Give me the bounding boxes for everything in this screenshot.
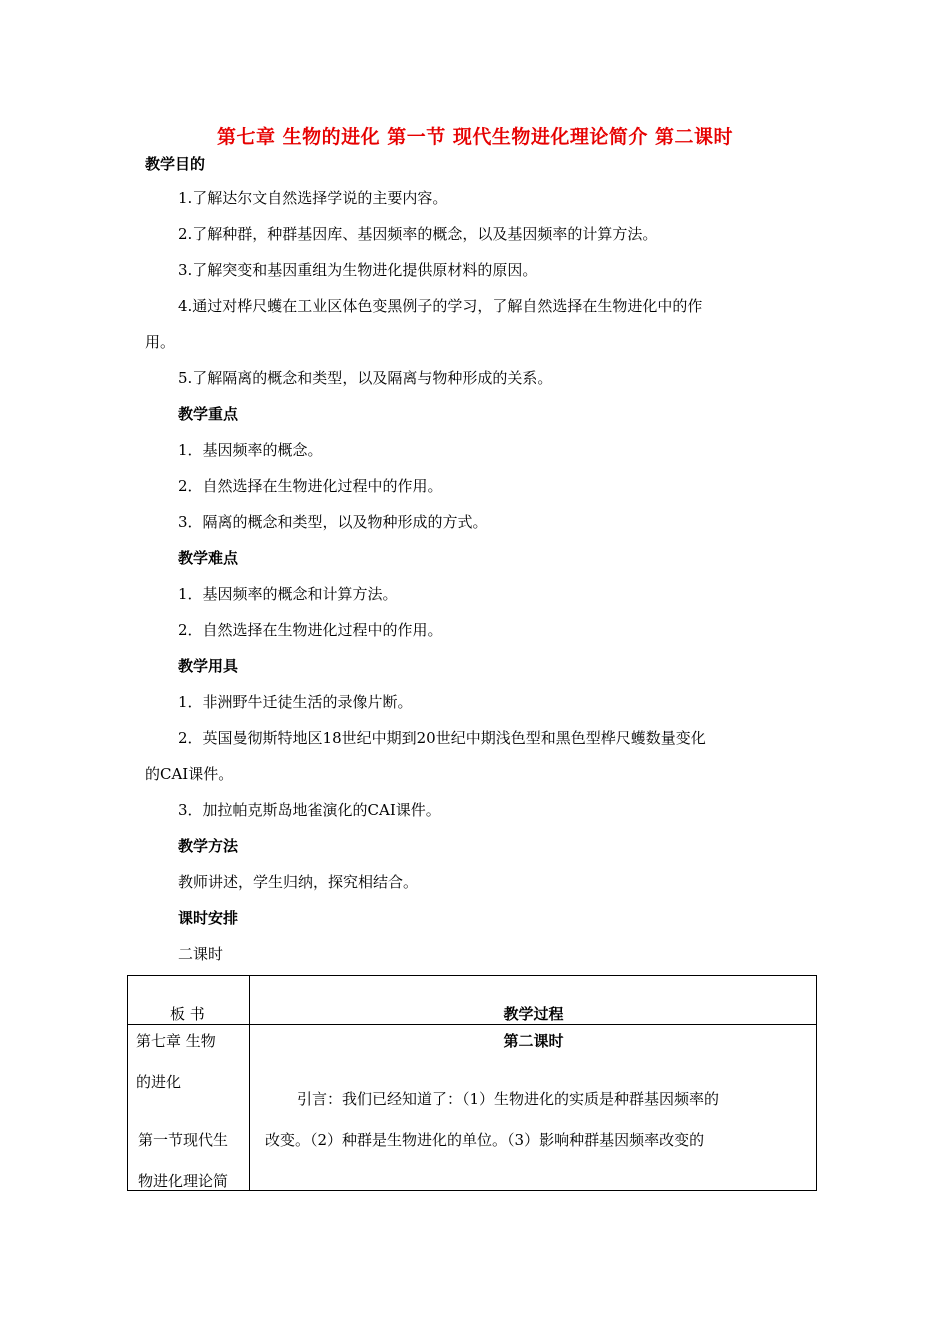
table-header-row: [128, 976, 817, 1025]
schedule-heading: 课时安排: [178, 909, 239, 927]
table-row: [128, 1025, 817, 1191]
session-title: 第二课时: [503, 1032, 564, 1050]
objective-item-continuation: 用。: [145, 333, 176, 351]
board-line: 的进化: [136, 1073, 182, 1091]
process-header: 教学过程: [503, 1005, 564, 1023]
methods-text: 教师讲述，学生归纳，探究相结合。: [178, 873, 419, 891]
difficulties-heading: 教学难点: [178, 549, 239, 567]
key-points-heading: 教学重点: [178, 405, 239, 423]
board-line: 第七章 生物: [136, 1032, 216, 1050]
difficulty-item: 2．自然选择在生物进化过程中的作用。: [178, 621, 443, 639]
objective-item: 5.了解隔离的概念和类型，以及隔离与物种形成的关系。: [178, 369, 553, 387]
board-line: 物进化理论简: [138, 1172, 229, 1190]
process-header-cell: [250, 976, 817, 1025]
objective-item: 3.了解突变和基因重组为生物进化提供原材料的原因。: [178, 261, 538, 279]
tool-item: 3．加拉帕克斯岛地雀演化的CAI课件。: [178, 801, 441, 819]
board-header: 板 书: [170, 1005, 205, 1023]
teaching-process-table: [127, 975, 817, 1191]
process-line: 引言：我们已经知道了：（1）生物进化的实质是种群基因频率的: [297, 1090, 720, 1108]
objective-item: 4.通过对桦尺蠖在工业区体色变黑例子的学习，了解自然选择在生物进化中的作: [178, 297, 703, 315]
methods-heading: 教学方法: [178, 837, 239, 855]
process-cell: [250, 1025, 817, 1191]
tool-item-continuation: 的CAI课件。: [145, 765, 234, 783]
tool-item: 2．英国曼彻斯特地区18世纪中期到20世纪中期浅色型和黑色型桦尺蠖数量变化: [178, 729, 706, 747]
key-point-item: 1．基因频率的概念。: [178, 441, 323, 459]
key-point-item: 2．自然选择在生物进化过程中的作用。: [178, 477, 443, 495]
schedule-text: 二课时: [178, 945, 224, 963]
objectives-heading: 教学目的: [145, 155, 206, 173]
tool-item: 1．非洲野牛迁徒生活的录像片断。: [178, 693, 413, 711]
objective-item: 1.了解达尔文自然选择学说的主要内容。: [178, 189, 448, 207]
process-line: 改变。（2）种群是生物进化的单位。（3）影响种群基因频率改变的: [265, 1131, 705, 1149]
tools-heading: 教学用具: [178, 657, 239, 675]
key-point-item: 3．隔离的概念和类型，以及物种形成的方式。: [178, 513, 488, 531]
document-title: 第七章 生物的进化 第一节 现代生物进化理论简介 第二课时: [217, 126, 733, 148]
difficulty-item: 1．基因频率的概念和计算方法。: [178, 585, 398, 603]
board-header-cell: [128, 976, 250, 1025]
objective-item: 2.了解种群，种群基因库、基因频率的概念，以及基因频率的计算方法。: [178, 225, 658, 243]
board-cell: [128, 1025, 250, 1191]
board-line: 第一节现代生: [138, 1131, 229, 1149]
